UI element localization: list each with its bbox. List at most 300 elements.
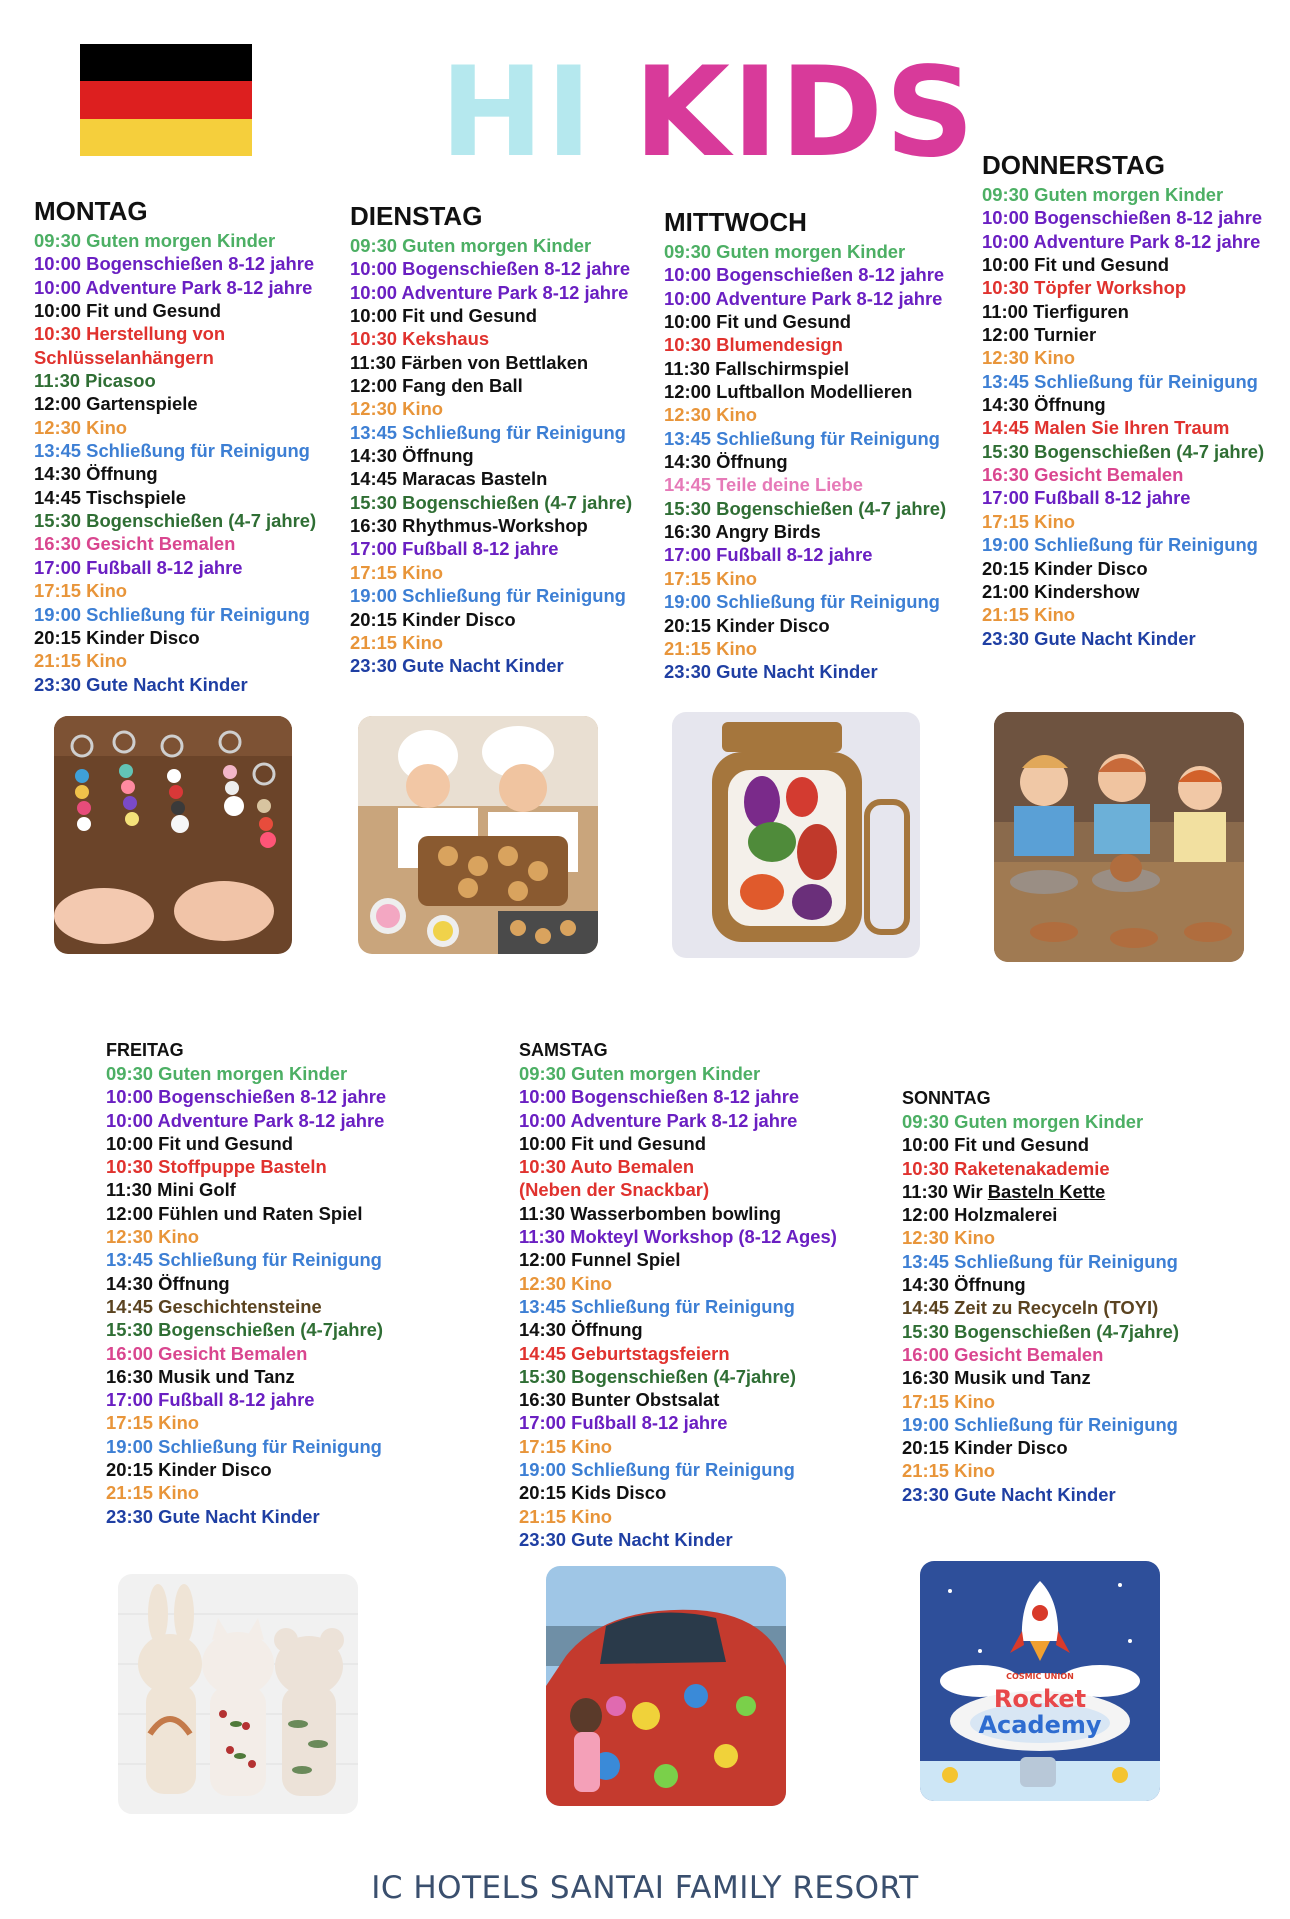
activity-row [350,514,632,537]
activity-row [982,533,1264,556]
schedule-dienstag [350,200,632,678]
activity-time: 23:30 [982,627,1030,649]
activity-time: 10:00 [519,1109,567,1131]
activity-row [902,1483,1179,1506]
activity-row [664,403,946,426]
activity-row [519,1528,837,1551]
activity-time: 12:00 [664,381,712,403]
title-hi: HI [440,41,594,185]
activity-time: 10:30 [982,277,1030,299]
activity-time: 09:30 [664,241,712,262]
activity-time: 10:00 [350,258,398,280]
activity-title: Schließung für Reinigung [716,591,940,613]
activity-time: 11:30 [106,1179,153,1201]
activity-title: Fit und Gesund [1034,254,1170,276]
activity-row [350,608,632,631]
activity-row [664,520,946,543]
activity-row [664,660,946,683]
activity-time: 13:45 [982,370,1030,392]
activity-time: 12:30 [350,398,398,420]
activity-title: Schließung für Reinigung [954,1250,1178,1272]
activity-title: Fußball 8-12 jahre [86,556,243,578]
activity-time: 17:00 [982,487,1030,509]
activity-time: 10:00 [350,305,398,327]
activity-title: Kino [571,1505,613,1527]
activity-time: 15:30 [519,1365,567,1387]
activity-row [350,257,632,280]
activity-time: 13:45 [106,1249,154,1271]
activity-title: Bogenschießen (4-7 jahre) [402,491,633,513]
activity-row [106,1225,386,1248]
activity-time: 10:00 [106,1132,154,1154]
activity-row [34,532,316,555]
activity-time: 09:30 [106,1063,154,1084]
activity-time: 10:00 [519,1132,567,1154]
activity-row [106,1132,386,1155]
activity-row [664,427,946,450]
activity-title: Bogenschießen 8-12 jahre [402,258,631,280]
activity-time: 12:30 [982,347,1030,369]
flag-stripe-red [80,81,252,118]
activity-title: Fang den Ball [402,375,523,397]
activity-row [519,1342,837,1365]
activity-row [519,1085,837,1108]
activity-time: 15:30 [664,497,712,519]
keychains-image [54,716,292,954]
activity-title: Adventure Park 8-12 jahre [401,281,629,303]
activity-time: 09:30 [350,235,398,256]
activity-row [34,486,316,509]
activity-title: Fühlen und Raten Spiel [158,1202,363,1224]
activity-row [982,463,1264,486]
activity-row [902,1203,1179,1226]
activity-row [350,537,632,560]
activity-title: Guten morgen Kinder [716,241,906,262]
plush-dolls-photo [118,1574,358,1814]
activity-time: 23:30 [664,661,712,683]
flag-stripe-gold [80,119,252,156]
activity-title: Schließung für Reinigung [402,585,626,607]
activity-title: Kino [86,580,128,602]
activity-time: 23:30 [350,655,398,677]
activity-title: Guten morgen Kinder [1034,184,1224,205]
flag-stripe-black [80,44,252,81]
activity-row [982,276,1264,299]
activity-row [664,637,946,660]
activity-title: Kino [1034,347,1076,369]
activity-time: 17:15 [106,1412,154,1434]
activity-row [106,1318,386,1341]
activity-time: 14:30 [664,451,712,473]
logo-line1: COSMIC UNION [1006,1672,1074,1681]
activity-row [106,1062,386,1085]
activity-title: Blumendesign [716,334,843,356]
activity-time: 17:15 [982,510,1030,532]
activity-title: Kino [716,567,758,589]
activity-row [664,497,946,520]
activity-row [34,439,316,462]
activity-time: 19:00 [350,585,398,607]
activity-time: 10:00 [664,311,712,333]
activity-title: Kino [158,1482,200,1504]
activity-row [34,369,316,392]
activity-row [982,183,1264,206]
activity-time: 11:30 [519,1202,566,1224]
activity-time: 10:30 [350,328,398,350]
activity-row [519,1155,837,1178]
activity-title: Teile deine Liebe [716,474,863,496]
activity-title: Kinder Disco [1034,557,1148,579]
activity-row [902,1320,1179,1343]
activity-row [519,1178,837,1201]
activity-time: 12:30 [664,404,712,426]
activity-title: Fit und Gesund [716,311,852,333]
activity-title: Kids Disco [571,1482,667,1504]
activity-title: Holzmalerei [954,1204,1058,1226]
activity-row [664,614,946,637]
activity-time: 16:30 [982,464,1030,486]
activity-time: 10:30 [519,1156,567,1178]
activity-title: Picasoo [85,370,156,392]
activity-title: Maracas Basteln [402,468,548,490]
activity-title: Adventure Park 8-12 jahre [157,1109,385,1131]
activity-title: Guten morgen Kinder [571,1063,761,1084]
activity-title: Mokteyl Workshop (8-12 Ages) [570,1226,837,1248]
activity-title: Kino [1034,510,1076,532]
underlined-text: Basteln Kette [987,1180,1106,1202]
activity-row [519,1388,837,1411]
schedule-freitag [106,1039,386,1528]
activity-title: Turnier [1034,324,1097,346]
activity-time: 11:30 [519,1226,566,1248]
activity-title: Gute Nacht Kinder [86,673,248,695]
activity-title: Geschichtensteine [158,1295,322,1317]
activity-row [34,276,316,299]
activity-row [106,1388,386,1411]
activity-row [982,416,1264,439]
activity-title: Bogenschießen 8-12 jahre [158,1086,387,1108]
activity-time: 10:00 [519,1086,567,1108]
activity-row [664,473,946,496]
activity-title: Gute Nacht Kinder [571,1528,733,1550]
activity-time: 20:15 [106,1459,154,1481]
activity-time: 17:15 [34,580,82,602]
activity-title: Guten morgen Kinder [86,230,276,251]
activity-row [664,380,946,403]
activity-time: 15:30 [902,1320,950,1342]
activity-title: Kindershow [1034,580,1140,602]
activity-row [34,649,316,672]
resort-name-footer: IC HOTELS SANTAI FAMILY RESORT [371,1870,919,1906]
activity-title: Kino [716,404,758,426]
activity-title: Mini Golf [157,1179,236,1201]
activity-time: 14:30 [34,463,82,485]
title-kids: KIDS [633,41,977,185]
activity-title: Schließung für Reinigung [86,603,310,625]
activity-row [664,240,946,263]
activity-row [34,252,316,275]
activity-time: 17:15 [519,1435,567,1457]
activity-time: 17:00 [34,556,82,578]
activity-time: 14:30 [106,1272,154,1294]
activity-row [350,467,632,490]
activity-row [519,1458,837,1481]
activity-row [350,351,632,374]
activity-title: Bogenschießen 8-12 jahre [86,253,315,275]
activity-time: 19:00 [106,1435,154,1457]
day-heading: DIENSTAG [350,201,483,231]
activity-time: 14:45 [664,474,712,496]
activity-time: 21:15 [982,604,1030,626]
activity-time: 12:30 [34,416,82,438]
pottery-image [994,712,1244,962]
activity-title: Musik und Tanz [954,1367,1091,1389]
activity-time: 21:15 [350,631,398,653]
activity-title: Fit und Gesund [86,300,222,322]
activity-title: Wasserbomben bowling [570,1202,781,1224]
activity-row [902,1343,1179,1366]
activity-row [519,1435,837,1458]
activity-time: 11:30 [34,370,81,392]
activity-title: Schließung für Reinigung [716,427,940,449]
activity-row [519,1365,837,1388]
activity-title: Kino [954,1460,996,1482]
activity-time: 12:00 [106,1202,154,1224]
activity-title: Schließung für Reinigung [158,1435,382,1457]
activity-title: Gute Nacht Kinder [402,655,564,677]
activity-row [902,1226,1179,1249]
activity-title: Tierfiguren [1033,300,1129,322]
activity-time: 11:30 [902,1180,949,1202]
activity-time: 10:30 [902,1157,950,1179]
activity-time: 17:00 [664,544,712,566]
cookie-baking-image [358,716,598,954]
activity-title: Adventure Park 8-12 jahre [1033,230,1261,252]
activity-time: 10:00 [982,207,1030,229]
activity-row [34,462,316,485]
activity-row [106,1365,386,1388]
activity-row [34,509,316,532]
activity-row [106,1178,386,1201]
activity-title: Gartenspiele [86,393,198,415]
activity-title: Kino [158,1412,200,1434]
activity-title: Kino [571,1435,613,1457]
activity-row [519,1481,837,1504]
activity-title: Fit und Gesund [402,305,538,327]
schedule-sonntag [902,1087,1179,1506]
activity-row [106,1411,386,1434]
activity-row [519,1318,837,1341]
activity-title: Fußball 8-12 jahre [1034,487,1191,509]
activity-time: 11:00 [982,300,1029,322]
activity-row [350,654,632,677]
activity-time: 10:30 [106,1156,154,1178]
activity-time: 16:00 [902,1343,950,1365]
activity-title: Zeit zu Recyceln (TOYI) [954,1297,1159,1319]
activity-title: Fit und Gesund [158,1132,294,1154]
activity-row [902,1133,1179,1156]
activity-title: Kino [402,561,444,583]
activity-time: 14:45 [350,468,398,490]
activity-row [664,357,946,380]
activity-row [34,556,316,579]
activity-title: Fußball 8-12 jahre [158,1389,315,1411]
activity-time: 10:00 [106,1109,154,1131]
activity-time: 10:00 [902,1134,950,1156]
activity-title: Kino [571,1272,613,1294]
activity-title: Schlüsselanhängern [34,346,214,368]
activity-time: 23:30 [34,673,82,695]
activity-time: 14:45 [34,486,82,508]
activity-time: 12:00 [34,393,82,415]
activity-title: Guten morgen Kinder [954,1111,1144,1132]
activity-time: 21:15 [519,1505,567,1527]
activity-row [902,1180,1179,1203]
activity-title: Rhythmus-Workshop [402,515,588,537]
keychains-photo [54,716,292,954]
activity-time: 20:15 [982,557,1030,579]
activity-row [519,1272,837,1295]
activity-row [519,1248,837,1271]
activity-row [106,1202,386,1225]
activity-title: Herstellung von [86,323,226,345]
activity-time: 14:45 [106,1295,154,1317]
activity-title: Kino [716,637,758,659]
activity-row [350,584,632,607]
activity-time: 20:15 [902,1437,950,1459]
activity-title: Guten morgen Kinder [402,235,592,256]
rocket-academy-logo [920,1561,1160,1801]
activity-time: 21:15 [34,650,82,672]
activity-row [106,1155,386,1178]
activity-time: 21:15 [664,637,712,659]
activity-row [664,590,946,613]
activity-row [982,440,1264,463]
activity-time: 10:00 [34,300,82,322]
activity-time: 23:30 [902,1483,950,1505]
activity-title: Bogenschießen 8-12 jahre [571,1086,800,1108]
activity-title: Schließung für Reinigung [402,421,626,443]
activity-time: 19:00 [664,591,712,613]
activity-time: 17:15 [902,1390,950,1412]
activity-time: 20:15 [350,608,398,630]
activity-row [34,392,316,415]
activity-title: Kinder Disco [402,608,516,630]
activity-time: 10:00 [34,253,82,275]
activity-title: Gute Nacht Kinder [1034,627,1196,649]
activity-time: 12:00 [519,1249,567,1271]
activity-row [982,206,1264,229]
activity-title: Fallschirmspiel [715,357,850,379]
activity-row [902,1436,1179,1459]
activity-title: Kinder Disco [954,1437,1068,1459]
activity-title: Geburtstagsfeiern [571,1342,730,1364]
car-painting-photo [546,1566,786,1806]
activity-title: Öffnung [1034,394,1106,416]
activity-time: 14:30 [902,1274,950,1296]
activity-row [519,1109,837,1132]
activity-time: 13:45 [350,421,398,443]
cookie-baking-photo [358,716,598,954]
activity-title: Kino [954,1227,996,1249]
activity-time: 16:30 [519,1389,567,1411]
activity-time: 17:00 [519,1412,567,1434]
activity-row [664,567,946,590]
activity-row [664,333,946,356]
activity-row [350,491,632,514]
activity-row [519,1411,837,1434]
logo-line2: Rocket [993,1685,1087,1713]
page-title [440,41,977,185]
activity-time: 12:00 [350,375,398,397]
activity-time: 17:00 [350,538,398,560]
activity-title: Kino [402,631,444,653]
activity-title: Funnel Spiel [571,1249,681,1271]
activity-title: (Neben der Snackbar) [519,1179,710,1201]
activity-title: Kekshaus [402,328,490,350]
activity-time: 15:30 [350,491,398,513]
activity-title: Bogenschießen (4-7 jahre) [716,497,947,519]
activity-time: 20:15 [34,626,82,648]
activity-title: Gute Nacht Kinder [716,661,878,683]
activity-time: 14:45 [902,1297,950,1319]
activity-row [106,1295,386,1318]
activity-time: 12:30 [902,1227,950,1249]
activity-title: Malen Sie Ihren Traum [1034,417,1230,439]
activity-title: Schließung für Reinigung [86,440,310,462]
activity-time: 10:00 [34,276,82,298]
activity-row [982,370,1264,393]
activity-time: 10:00 [664,264,712,286]
activity-row [350,281,632,304]
activity-title: Öffnung [86,463,158,485]
activity-row [982,393,1264,416]
day-heading: SAMSTAG [519,1040,608,1060]
activity-title: Kino [158,1226,200,1248]
flower-design-image [672,712,920,958]
schedule-mittwoch [664,206,946,684]
german-flag [80,44,252,156]
activity-time: 21:15 [106,1482,154,1504]
activity-row [902,1157,1179,1180]
activity-time: 13:45 [519,1295,567,1317]
rocket-academy-image [920,1561,1160,1801]
activity-time: 16:00 [106,1342,154,1364]
activity-time: 14:45 [982,417,1030,439]
activity-title: Fit und Gesund [954,1134,1090,1156]
activity-time: 23:30 [519,1528,567,1550]
activity-row [519,1202,837,1225]
activity-time: 19:00 [902,1413,950,1435]
activity-row [982,253,1264,276]
activity-title: Schließung für Reinigung [1034,534,1258,556]
activity-row [350,397,632,420]
activity-title: Bogenschießen (4-7 jahre) [86,510,317,532]
activity-title: Öffnung [716,451,788,473]
activity-row [350,304,632,327]
activity-time: 17:15 [350,561,398,583]
activity-time: 10:30 [34,323,82,345]
activity-title: Kinder Disco [716,614,830,636]
activity-row [902,1413,1179,1436]
schedule-samstag [519,1039,837,1551]
activity-row [519,1225,837,1248]
activity-title: Fit und Gesund [571,1132,707,1154]
activity-title: Fußball 8-12 jahre [716,544,873,566]
activity-row [982,557,1264,580]
activity-row [982,580,1264,603]
activity-time: 20:15 [664,614,712,636]
